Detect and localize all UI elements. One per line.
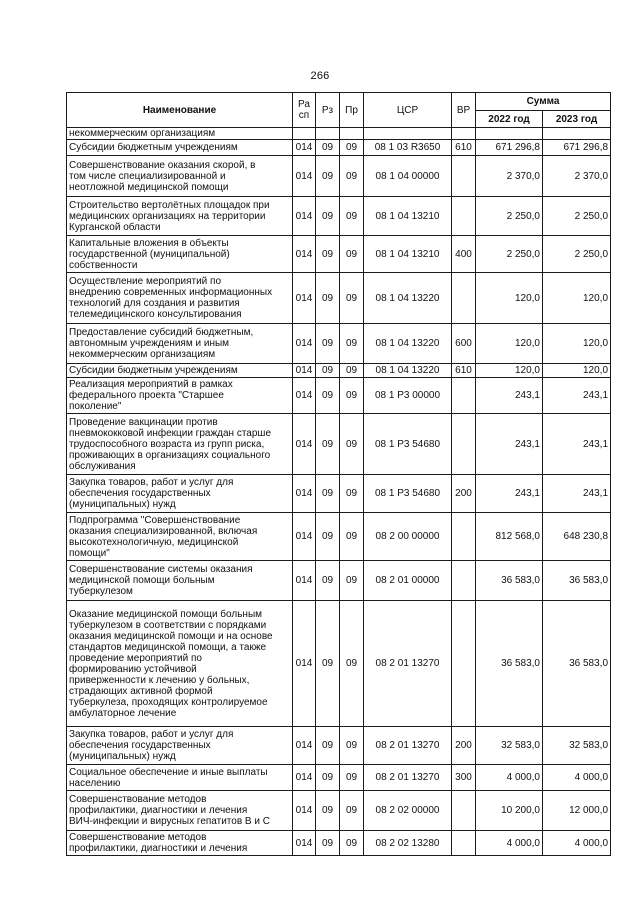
table-row xyxy=(67,156,611,197)
cell-2022: 120,0 xyxy=(476,273,543,324)
cell-csr: 08 1 04 13220 xyxy=(364,324,452,364)
cell-2023: 2 250,0 xyxy=(543,236,611,273)
table-row xyxy=(67,273,611,324)
table-row xyxy=(67,364,611,378)
cell-name: Совершенствование методов профилактики, диагностики и лечения ВИЧ-инфекции и вирусных гепатитов В и С xyxy=(67,791,293,831)
page-number: 266 xyxy=(310,70,330,82)
cell-csr: 08 1 P3 00000 xyxy=(364,378,452,414)
cell-rz: 014 xyxy=(293,765,316,791)
cell-2023: 12 000,0 xyxy=(543,791,611,831)
cell-rz: 014 xyxy=(293,601,316,727)
cell-name: Закупка товаров, работ и услуг для обеспечения государственных (муниципальных) нужд xyxy=(67,727,293,765)
cell-2023: 243,1 xyxy=(543,475,611,513)
cell-2023: 120,0 xyxy=(543,324,611,364)
cell-r xyxy=(316,128,340,140)
cell-vr xyxy=(452,561,476,601)
cell-2023: 2 370,0 xyxy=(543,156,611,197)
cell-vr xyxy=(452,601,476,727)
cell-name: Совершенствование системы оказания медицинской помощи больным туберкулезом xyxy=(67,561,293,601)
cell-r: 09 xyxy=(316,513,340,561)
cell-rz: 014 xyxy=(293,561,316,601)
cell-vr xyxy=(452,378,476,414)
cell-name: Совершенствование методов профилактики, диагностики и лечения xyxy=(67,831,293,856)
cell-r: 09 xyxy=(316,791,340,831)
cell-2022: 120,0 xyxy=(476,324,543,364)
cell-r: 09 xyxy=(316,727,340,765)
cell-csr: 08 1 P3 54680 xyxy=(364,414,452,475)
table-row xyxy=(67,561,611,601)
table-row xyxy=(67,475,611,513)
cell-r: 09 xyxy=(316,831,340,856)
cell-rz: 014 xyxy=(293,197,316,236)
cell-2022: 2 250,0 xyxy=(476,197,543,236)
cell-name: Реализация мероприятий в рамках федерального проекта "Старшее поколение" xyxy=(67,378,293,414)
cell-r: 09 xyxy=(316,273,340,324)
cell-2023: 243,1 xyxy=(543,378,611,414)
cell-2023 xyxy=(543,128,611,140)
budget-table xyxy=(66,92,611,856)
header-vr: ВР xyxy=(452,93,476,128)
header-pr: Пр xyxy=(340,93,364,128)
cell-r: 09 xyxy=(316,765,340,791)
cell-2023: 2 250,0 xyxy=(543,197,611,236)
table-row xyxy=(67,414,611,475)
header-csr: ЦСР xyxy=(364,93,452,128)
cell-csr: 08 2 02 00000 xyxy=(364,791,452,831)
cell-2022: 2 250,0 xyxy=(476,236,543,273)
cell-rz: 014 xyxy=(293,513,316,561)
cell-2023: 36 583,0 xyxy=(543,561,611,601)
cell-pr: 09 xyxy=(340,414,364,475)
cell-name: Капитальные вложения в объекты государственной (муниципальной) собственности xyxy=(67,236,293,273)
cell-rz: 014 xyxy=(293,727,316,765)
table-row xyxy=(67,513,611,561)
cell-r: 09 xyxy=(316,601,340,727)
header-rz: Ра сп xyxy=(293,93,316,128)
cell-2022: 2 370,0 xyxy=(476,156,543,197)
cell-name: Подпрограмма "Совершенствование оказания специализированной, включая высокотехнологичную, медицинской помощи" xyxy=(67,513,293,561)
table-row xyxy=(67,324,611,364)
cell-rz: 014 xyxy=(293,324,316,364)
cell-pr: 09 xyxy=(340,197,364,236)
cell-name: Совершенствование оказания скорой, в том числе специализированной и неотложной медицинской помощи xyxy=(67,156,293,197)
cell-r: 09 xyxy=(316,197,340,236)
cell-pr: 09 xyxy=(340,273,364,324)
cell-pr: 09 xyxy=(340,601,364,727)
cell-csr: 08 2 01 13270 xyxy=(364,765,452,791)
cell-pr: 09 xyxy=(340,765,364,791)
table-header xyxy=(67,93,611,128)
cell-r: 09 xyxy=(316,378,340,414)
cell-2022: 32 583,0 xyxy=(476,727,543,765)
cell-pr xyxy=(340,128,364,140)
cell-pr: 09 xyxy=(340,475,364,513)
cell-csr: 08 2 00 00000 xyxy=(364,513,452,561)
cell-name: некоммерческим организациям xyxy=(67,128,293,140)
table-body xyxy=(67,128,611,856)
cell-rz: 014 xyxy=(293,156,316,197)
cell-2023: 120,0 xyxy=(543,364,611,378)
cell-2022: 243,1 xyxy=(476,475,543,513)
cell-vr: 610 xyxy=(452,140,476,156)
cell-vr xyxy=(452,128,476,140)
cell-vr xyxy=(452,791,476,831)
cell-2022: 36 583,0 xyxy=(476,601,543,727)
table-row xyxy=(67,140,611,156)
cell-csr: 08 1 04 13220 xyxy=(364,273,452,324)
cell-r: 09 xyxy=(316,140,340,156)
cell-2023: 648 230,8 xyxy=(543,513,611,561)
cell-2023: 243,1 xyxy=(543,414,611,475)
cell-rz: 014 xyxy=(293,475,316,513)
table-row xyxy=(67,765,611,791)
cell-csr: 08 2 02 13280 xyxy=(364,831,452,856)
cell-vr xyxy=(452,197,476,236)
cell-rz: 014 xyxy=(293,831,316,856)
cell-name: Субсидии бюджетным учреждениям xyxy=(67,364,293,378)
cell-2023: 671 296,8 xyxy=(543,140,611,156)
header-year-2023: 2023 год xyxy=(543,111,611,128)
cell-r: 09 xyxy=(316,324,340,364)
header-name: Наименование xyxy=(67,93,293,128)
cell-vr: 610 xyxy=(452,364,476,378)
cell-pr: 09 xyxy=(340,727,364,765)
cell-name: Социальное обеспечение и иные выплаты населению xyxy=(67,765,293,791)
cell-csr: 08 1 04 13220 xyxy=(364,364,452,378)
cell-2023: 4 000,0 xyxy=(543,831,611,856)
cell-pr: 09 xyxy=(340,791,364,831)
cell-2022 xyxy=(476,128,543,140)
header-sum: Сумма xyxy=(476,93,611,111)
header-r: Рз xyxy=(316,93,340,128)
cell-r: 09 xyxy=(316,475,340,513)
cell-r: 09 xyxy=(316,561,340,601)
cell-2022: 243,1 xyxy=(476,414,543,475)
cell-rz: 014 xyxy=(293,791,316,831)
cell-vr xyxy=(452,831,476,856)
cell-rz: 014 xyxy=(293,236,316,273)
cell-2022: 120,0 xyxy=(476,364,543,378)
cell-r: 09 xyxy=(316,414,340,475)
table-row xyxy=(67,831,611,856)
cell-name: Проведение вакцинации против пневмококковой инфекции граждан старше трудоспособного возраста из групп риска, проживающих в организациях социального обслуживания xyxy=(67,414,293,475)
cell-vr: 200 xyxy=(452,727,476,765)
cell-rz: 014 xyxy=(293,364,316,378)
cell-2023: 32 583,0 xyxy=(543,727,611,765)
table-row xyxy=(67,791,611,831)
cell-r: 09 xyxy=(316,156,340,197)
cell-2022: 4 000,0 xyxy=(476,765,543,791)
cell-csr: 08 1 04 13210 xyxy=(364,197,452,236)
cell-2023: 4 000,0 xyxy=(543,765,611,791)
cell-pr: 09 xyxy=(340,513,364,561)
cell-vr xyxy=(452,273,476,324)
cell-name: Оказание медицинской помощи больным туберкулезом в соответствии с порядками оказания медицинской помощи и на основе стандартов медицинской помощи, а также проведение мероприятий по формированию устойчивой приверженности к лечению у больных, страдающих активной формой туберкулеза, проходящих контролируемое амбулаторное лечение xyxy=(67,601,293,727)
cell-name: Субсидии бюджетным учреждениям xyxy=(67,140,293,156)
cell-pr: 09 xyxy=(340,156,364,197)
cell-vr xyxy=(452,156,476,197)
header-year-2022: 2022 год xyxy=(476,111,543,128)
cell-csr: 08 1 P3 54680 xyxy=(364,475,452,513)
cell-rz: 014 xyxy=(293,414,316,475)
cell-2022: 10 200,0 xyxy=(476,791,543,831)
table-row xyxy=(67,128,611,140)
cell-csr: 08 1 04 00000 xyxy=(364,156,452,197)
table-row xyxy=(67,197,611,236)
cell-csr: 08 2 01 13270 xyxy=(364,727,452,765)
cell-name: Строительство вертолётных площадок при медицинских организациях на территории Курганской области xyxy=(67,197,293,236)
cell-rz: 014 xyxy=(293,140,316,156)
table-row xyxy=(67,236,611,273)
cell-2022: 36 583,0 xyxy=(476,561,543,601)
cell-vr: 300 xyxy=(452,765,476,791)
cell-2023: 36 583,0 xyxy=(543,601,611,727)
cell-r: 09 xyxy=(316,364,340,378)
table-row xyxy=(67,378,611,414)
cell-r: 09 xyxy=(316,236,340,273)
cell-vr: 400 xyxy=(452,236,476,273)
cell-2022: 671 296,8 xyxy=(476,140,543,156)
cell-vr xyxy=(452,513,476,561)
table-row xyxy=(67,601,611,727)
table-row xyxy=(67,727,611,765)
cell-csr: 08 2 01 13270 xyxy=(364,601,452,727)
cell-pr: 09 xyxy=(340,378,364,414)
cell-name: Осуществление мероприятий по внедрению современных информационных технологий для создания и развития телемедицинского консультирования xyxy=(67,273,293,324)
cell-pr: 09 xyxy=(340,364,364,378)
cell-vr: 200 xyxy=(452,475,476,513)
cell-2022: 4 000,0 xyxy=(476,831,543,856)
cell-vr: 600 xyxy=(452,324,476,364)
cell-name: Предоставление субсидий бюджетным, автономным учреждениям и иным некоммерческим организациям xyxy=(67,324,293,364)
cell-csr: 08 2 01 00000 xyxy=(364,561,452,601)
cell-csr: 08 1 04 13210 xyxy=(364,236,452,273)
cell-rz: 014 xyxy=(293,273,316,324)
cell-rz xyxy=(293,128,316,140)
cell-pr: 09 xyxy=(340,561,364,601)
cell-csr: 08 1 03 R3650 xyxy=(364,140,452,156)
cell-pr: 09 xyxy=(340,140,364,156)
cell-2022: 812 568,0 xyxy=(476,513,543,561)
cell-2022: 243,1 xyxy=(476,378,543,414)
cell-csr xyxy=(364,128,452,140)
cell-pr: 09 xyxy=(340,324,364,364)
cell-vr xyxy=(452,414,476,475)
cell-rz: 014 xyxy=(293,378,316,414)
cell-pr: 09 xyxy=(340,831,364,856)
cell-pr: 09 xyxy=(340,236,364,273)
cell-2023: 120,0 xyxy=(543,273,611,324)
cell-name: Закупка товаров, работ и услуг для обеспечения государственных (муниципальных) нужд xyxy=(67,475,293,513)
